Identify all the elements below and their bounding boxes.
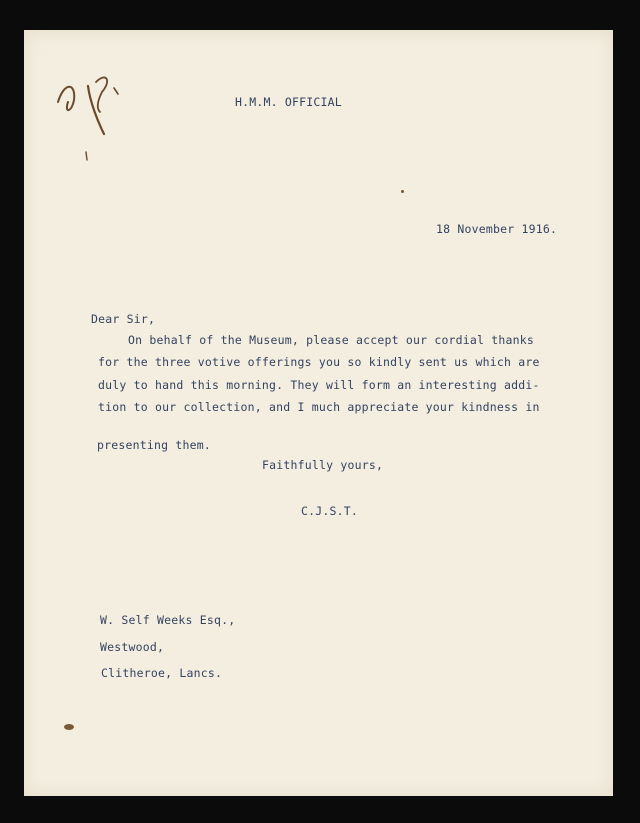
body-line: for the three votive offerings you so kindly sent us which are [98,355,540,369]
letter-date: 18 November 1916. [436,222,558,236]
recipient-name: W. Self Weeks Esq., [100,613,236,627]
recipient-address-line2: Clitheroe, Lancs. [101,666,223,680]
ink-stain [64,724,74,730]
closing: Faithfully yours, [262,458,384,472]
signature-initials: C.J.S.T. [301,504,358,518]
ink-speck [401,190,404,193]
body-line: duly to hand this morning. They will form an interesting addi- [98,378,540,392]
body-line: On behalf of the Museum, please accept our cordial thanks [128,333,535,347]
body-line: presenting them. [97,438,211,452]
body-line: tion to our collection, and I much appreciate your kindness in [98,400,540,414]
letterhead: H.M.M. OFFICIAL [235,95,342,109]
salutation: Dear Sir, [91,312,156,326]
letter-sheet [24,30,613,796]
recipient-address-line1: Westwood, [100,640,165,654]
handwritten-pencil-mark [52,52,132,162]
